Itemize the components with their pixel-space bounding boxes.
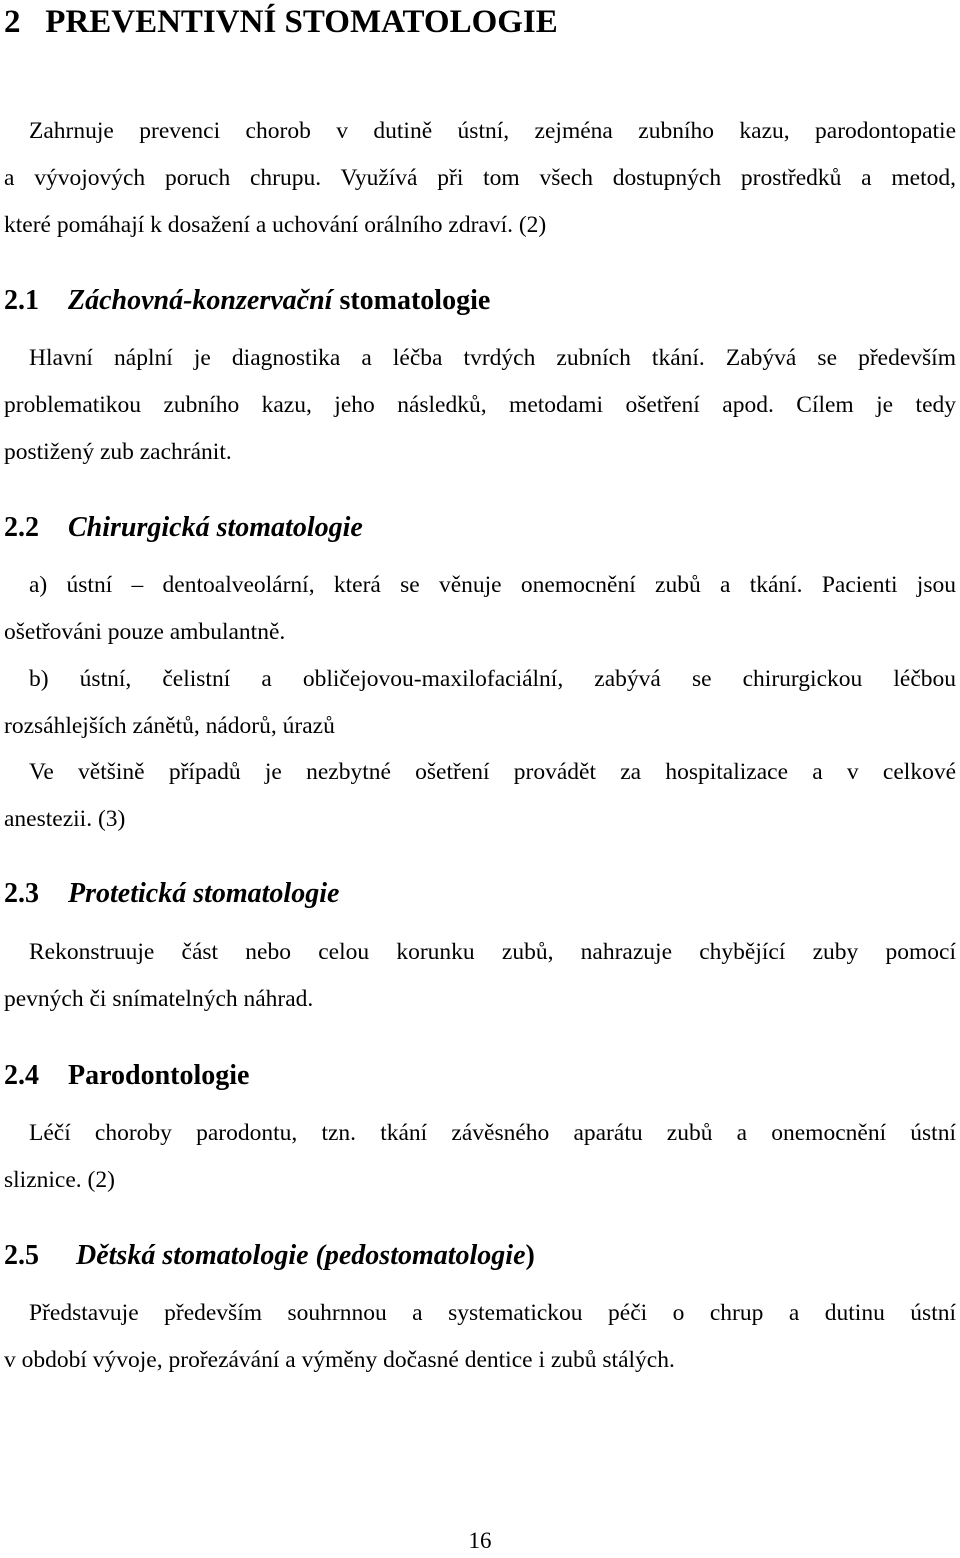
section-2-2-note: [4, 749, 956, 843]
text-line: sliznice. (2): [4, 1167, 115, 1193]
chapter-title: PREVENTIVNÍ STOMATOLOGIE: [45, 4, 558, 40]
section-number: 2.1: [4, 285, 39, 316]
text-line: postižený zub zachránit.: [4, 439, 232, 465]
text-line: Zahrnuje prevenci chorob v dutině ústní, zejména zubního kazu, parodontopatie: [29, 118, 956, 144]
text-line: a) ústní – dentoalveolární, která se věnuje onemocnění zubů a tkání. Pacienti jsou: [29, 572, 956, 598]
chapter-heading: [4, 2, 956, 42]
section-2-4-paragraph: [4, 1110, 956, 1204]
section-title: Parodontologie: [68, 1060, 250, 1091]
text-line: Léčí choroby parodontu, tzn. tkání závěsného aparátu zubů a onemocnění ústní: [29, 1120, 956, 1146]
section-heading-2-5: [4, 1238, 956, 1274]
text-line: Ve většině případů je nezbytné ošetření provádět za hospitalizace a v celkové: [29, 759, 956, 785]
text-line: které pomáhají k dosažení a uchování orálního zdraví. (2): [4, 212, 547, 238]
section-2-3-paragraph: [4, 929, 956, 1023]
section-2-5-paragraph: [4, 1290, 956, 1384]
text-line: a vývojových poruch chrupu. Využívá při tom všech dostupných prostředků a metod,: [4, 165, 956, 191]
section-2-1-paragraph: [4, 335, 956, 476]
section-heading-2-2: [4, 510, 956, 546]
text-line: v období vývoje, prořezávání a výměny dočasné dentice i zubů stálých.: [4, 1347, 675, 1373]
page-number: 16: [468, 1528, 492, 1553]
section-title-italic: Dětská stomatologie (pedostomatologie: [76, 1240, 526, 1271]
text-line: problematikou zubního kazu, jeho následků, metodami ošetření apod. Cílem je tedy: [4, 392, 956, 418]
section-heading-2-4: [4, 1058, 956, 1094]
text-line: Hlavní náplní je diagnostika a léčba tvrdých zubních tkání. Zabývá se především: [29, 345, 956, 371]
text-line: Představuje především souhrnnou a systematickou péči o chrup a dutinu ústní: [29, 1300, 956, 1326]
text-line: rozsáhlejších zánětů, nádorů, úrazů: [4, 713, 335, 739]
section-2-2-item-a: [4, 562, 956, 656]
section-number: 2.4: [4, 1060, 39, 1091]
text-line: pevných či snímatelných náhrad.: [4, 986, 314, 1012]
chapter-number: 2: [4, 4, 21, 40]
section-title-italic: Záchovná-konzervační: [68, 285, 333, 316]
section-title-rest: stomatologie: [332, 285, 491, 316]
text-line: Rekonstruuje část nebo celou korunku zubů, nahrazuje chybějící zuby pomocí: [29, 939, 956, 965]
section-heading-2-1: [4, 283, 956, 319]
section-title-italic: Protetická stomatologie: [68, 878, 340, 909]
section-number: 2.3: [4, 878, 39, 909]
intro-paragraph: [4, 108, 956, 249]
section-title-italic: Chirurgická stomatologie: [68, 512, 363, 543]
text-line: anestezii. (3): [4, 806, 126, 832]
section-2-2-item-b: [4, 656, 956, 750]
section-title-rest: ): [525, 1240, 535, 1271]
section-number: 2.2: [4, 512, 39, 543]
section-heading-2-3: [4, 876, 956, 912]
text-line: b) ústní, čelistní a obličejovou-maxilofaciální, zabývá se chirurgickou léčbou: [29, 666, 956, 692]
text-line: ošetřováni pouze ambulantně.: [4, 619, 286, 645]
section-number: 2.5: [4, 1240, 39, 1271]
